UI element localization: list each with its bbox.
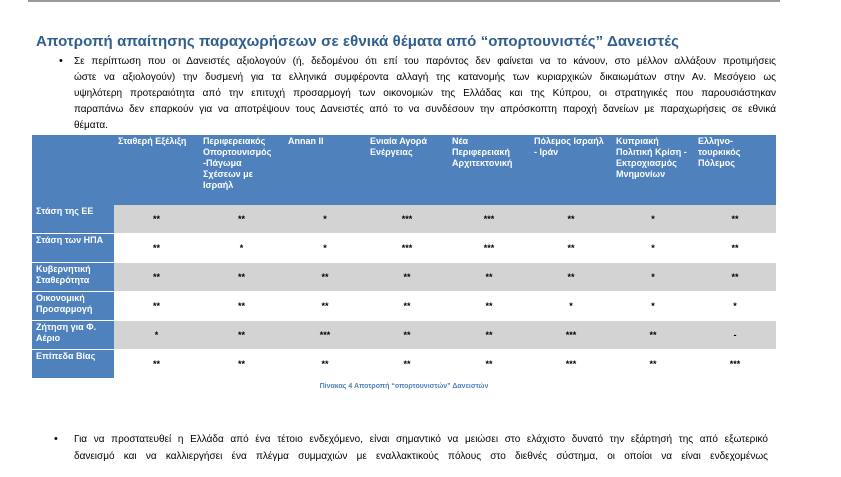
table-cell: **	[366, 263, 448, 292]
table-cell: **	[530, 205, 612, 234]
paragraph-1	[74, 54, 776, 134]
table-header-row	[32, 135, 776, 205]
table-cell: *	[114, 321, 199, 350]
table-row	[32, 263, 776, 292]
table-cell: **	[114, 263, 199, 292]
table-cell: **	[199, 292, 284, 321]
table-cell: **	[530, 263, 612, 292]
column-header: Ενιαία Αγορά Ενέργειας	[366, 135, 448, 205]
row-header: Ζήτηση για Φ. Αέριο	[32, 321, 114, 350]
table-cell: **	[114, 234, 199, 263]
table-cell: -	[694, 321, 776, 350]
table-cell: *	[612, 292, 694, 321]
table-cell: *	[284, 234, 366, 263]
row-header: Κυβερνητική Σταθερότητα	[32, 263, 114, 292]
paragraph-2	[74, 431, 768, 465]
bullet-1: •	[59, 55, 63, 67]
table-cell: *	[612, 234, 694, 263]
table-cell: **	[114, 292, 199, 321]
table-cell: **	[366, 292, 448, 321]
table-cell: **	[199, 205, 284, 234]
bullet-2: •	[54, 433, 58, 445]
table-cell: **	[612, 350, 694, 379]
table-cell: *	[199, 234, 284, 263]
paragraph-2-line: Για να προστατευθεί η Ελλάδα από ένα τέτοιο ενδεχόμενο, είναι σημαντικό να μειώσει στο ελάχιστο δυνατό την εξάρτησή της από εξωτερικό	[74, 434, 768, 445]
table-row	[32, 205, 776, 234]
table-cell: ***	[284, 321, 366, 350]
paragraph-1-line: θέματα.	[74, 120, 108, 131]
table-cell: *	[612, 205, 694, 234]
table-cell: **	[694, 205, 776, 234]
table-cell: ***	[448, 205, 530, 234]
column-header: Σταθερή Εξέλιξη	[114, 135, 199, 205]
row-header: Στάση της ΕΕ	[32, 205, 114, 234]
table-cell: **	[114, 350, 199, 379]
table-cell: **	[284, 292, 366, 321]
table-cell: **	[366, 321, 448, 350]
table-cell: **	[366, 350, 448, 379]
row-header: Επίπεδα Βίας	[32, 350, 114, 379]
table-row	[32, 234, 776, 263]
row-header: Στάση των ΗΠΑ	[32, 234, 114, 263]
table-cell: ***	[366, 234, 448, 263]
column-header: Αnnan II	[284, 135, 366, 205]
table-cell: **	[284, 263, 366, 292]
table-cell: **	[114, 205, 199, 234]
table-cell: ***	[530, 350, 612, 379]
table-row	[32, 321, 776, 350]
paragraph-1-line: Σε περίπτωση που οι Δανειστές αξιολογούν (ή, δεδομένου ότι επί του παρόντος δεν φαίνεται να το κάνουν, στο μέλλον αλλάξουν προτιμήσεις	[74, 56, 776, 67]
row-header: Οικονομική Προσαρμογή	[32, 292, 114, 321]
table-cell: ***	[366, 205, 448, 234]
table-row	[32, 292, 776, 321]
table-cell: **	[448, 350, 530, 379]
table-cell: **	[199, 263, 284, 292]
table-cell: **	[199, 350, 284, 379]
table-cell: **	[694, 234, 776, 263]
paragraph-2-line: δανεισμό και να καλλιεργήσει ένα πλέγμα συμμαχιών με εναλλακτικούς πόλους στο διεθνές σύστημα, οι οποίοι να είναι ενδεχομένως	[74, 451, 768, 462]
paragraph-1-line: υψηλότερη προτεραιότητα από την επιτυχή προσαρμογή των οικονομιών της Ελλάδας και της Κύπρου, οι στρατηγικές που παρουσιάστηκαν	[74, 88, 776, 99]
table-cell: *	[530, 292, 612, 321]
table-corner-cell	[32, 135, 114, 205]
table-cell: **	[448, 263, 530, 292]
table-caption: Πίνακας 4 Αποτροπή “οπορτουνιστών” Δανειστών	[319, 383, 489, 390]
table-cell: **	[448, 321, 530, 350]
paragraph-1-line: παραπάνω δεν επαρκούν για να αποτρέψουν τους Δανειστές από το να συνδέσουν την απρόσκοπτη παροχή δανείων με παραχωρήσεις σε εθνικά	[74, 104, 776, 115]
table-cell: ***	[448, 234, 530, 263]
column-header: Περιφερειακός Οπορτουνισμός -Πάγωμα Σχέσεων με Ισραήλ	[199, 135, 284, 205]
table-cell: **	[612, 321, 694, 350]
column-header: Κυπριακή Πολιτική Κρίση - Εκτροχιασμός Μνημονίων	[612, 135, 694, 205]
section-heading: Αποτροπή απαίτησης παραχωρήσεων σε εθνικά θέματα από “οπορτουνιστές” Δανειστές	[36, 33, 680, 50]
table-cell: **	[284, 350, 366, 379]
column-header: Ελληνο-τουρκικός Πόλεμος	[694, 135, 776, 205]
table-cell: *	[612, 263, 694, 292]
table-cell: **	[694, 263, 776, 292]
paragraph-1-line: ώστε να αξιολογούν) την δυσμενή για τα ελληνικά συμφέροντα αλλαγή της κατανομής των κυριαρχικών δικαιωμάτων στην Αν. Μεσόγειο ως	[74, 72, 776, 83]
table-cell: **	[530, 234, 612, 263]
table-cell: *	[694, 292, 776, 321]
table-cell: **	[199, 321, 284, 350]
table-cell: **	[448, 292, 530, 321]
scenario-table	[32, 135, 776, 379]
table-cell: *	[284, 205, 366, 234]
table-cell: ***	[530, 321, 612, 350]
top-rule	[28, 0, 780, 2]
column-header: Νέα Περιφερειακή Αρχιτεκτονική	[448, 135, 530, 205]
table-cell: ***	[694, 350, 776, 379]
table-row	[32, 350, 776, 379]
column-header: Πόλεμος Ισραήλ - Ιράν	[530, 135, 612, 205]
